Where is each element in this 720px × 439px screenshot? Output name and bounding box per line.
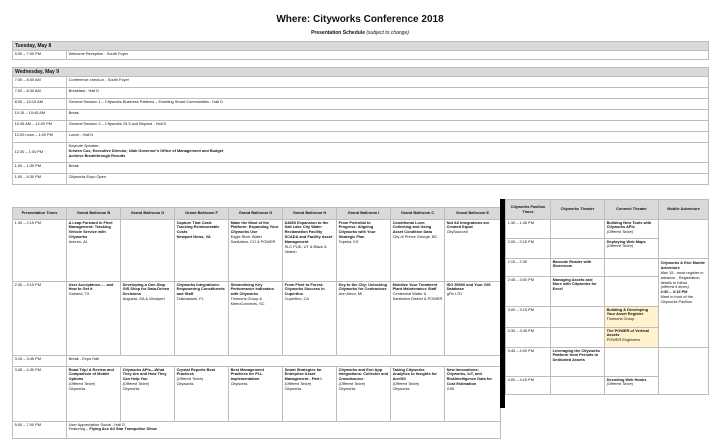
session-title: The POWER of Vertical Assets [606,327,649,338]
session-note: (Offered Twice) [338,381,366,387]
col-header: Grand Ballroom H [283,208,337,220]
session-cell [67,367,121,422]
event-cell: General Session 2 – Cityworks 15.3 and Beyond - Hall D [67,121,709,132]
tuesday-label: Tuesday, May 8 [13,42,709,51]
connect-cell [605,348,659,377]
time-cell: 4:00 – 4:15 PM [506,377,551,395]
theater-cell [551,239,605,259]
session-row [13,367,501,422]
time-cell: 12:30 – 1:00 PM [13,143,67,163]
session-cell [283,282,337,356]
session-title: Developing a One-Stop GIS Shop for Data-Driven Decisions [122,281,170,297]
session-title: Conditional Love: Collecting and Using Asset Condition Data [392,219,432,235]
session-title: Managing Assets and More with Cityworks for Excel [552,276,597,292]
session-note: (Offered Twice) [122,381,150,387]
session-note: (Offered Twice) [392,381,420,387]
session-cell [121,282,175,356]
keynote-label: Keynote Speaker: [68,142,100,148]
session-note: (Offered Twice) [284,381,312,387]
session-note: (Offered Twice) [606,381,634,387]
session-cell [445,367,501,422]
session-presenter: Cityworks [230,381,248,387]
session-presenter: Timmons Group [606,316,635,322]
session-title: Cityworks and Esri App Integrations: Collector and Crowdsource [338,366,389,382]
table-row [13,88,709,99]
session-presenter: Centennial Water & Sanitation District & POWER [392,291,443,302]
keynote-cell [67,143,709,163]
connect-cell [605,377,659,395]
session-title: Capture That Cash: Tracking Reimbursable Costs [176,219,220,235]
time-cell: 10:15 – 10:45 AM [13,110,67,121]
session-cell [67,282,121,356]
session-presenter: Garland, TX [68,291,90,297]
theater-cell [551,348,605,377]
session-note: (Offered Twice) [606,229,634,235]
col-header: Presentation Times [13,208,67,220]
time-cell: 1:00 – 8:30 PM [13,174,67,185]
session-cell [175,367,229,422]
session-title: Smart Strategies for Enterprise Asset Management - Part I [284,366,322,382]
mobile-note: (offered 6 times) [660,284,689,290]
col-header: Grand Ballroom G [229,208,283,220]
theater-cell [551,377,605,395]
reception-feature: Flying Ace All Star Trampoline Show [89,426,157,432]
event-cell: Breakfast - Hall D [67,88,709,99]
time-cell: 1:30 – 2:15 PM [13,220,67,282]
connect-cell [605,277,659,307]
session-title: From Potential to Progress: Aligning Cityworks with Your Strategic Plan [338,219,376,240]
session-presenter: Cityworks [176,381,194,387]
mobile-title: Cityworks & Esri Mobile Adventure [660,260,705,270]
theater-cell [551,307,605,328]
session-cell [121,220,175,282]
session-presenter: Cupertino, CA [284,296,310,302]
reception-row [13,422,501,439]
connect-cell [605,307,659,328]
session-note: (Offered Twice) [176,376,204,382]
session-cell [283,220,337,282]
col-header: Grand Ballroom B [67,208,121,220]
wednesday-label: Wednesday, May 9 [13,68,709,77]
tuesday-table [12,41,709,60]
col-header: Grand Ballroom E [445,208,501,220]
time-cell: 5:00 – 7:00 PM [13,422,67,439]
table-row [13,121,709,132]
col-header: Cityworks Theater [551,200,605,220]
session-title: Deploying Web Maps [606,238,646,244]
theater-cell [551,277,605,307]
session-title: Barcode Reader with Storeroom [552,258,592,269]
session-presenter: CitySourced [446,229,468,235]
col-header: Cityworks Pavilion Times [506,200,551,220]
session-title: ISO 55000 and Your GIS Database [446,281,491,292]
page-title: Where: Cityworks Conference 2018 [276,14,444,25]
theater-cell [551,220,605,239]
session-presenter: Newport News, VA [176,234,211,240]
table-row [13,132,709,143]
table-row [13,110,709,121]
theater-cell [551,259,605,277]
session-presenter: Timmons Group & MetroConnects, SC [230,296,265,307]
connect-cell [605,239,659,259]
session-cell [283,367,337,422]
session-presenter: Cityworks [284,386,302,392]
session-note: (Offered Twice) [606,243,634,249]
event-cell: Welcome Reception - South Foyer [67,51,709,60]
event-cell: Lunch - Hall D [67,132,709,143]
table-row [13,99,709,110]
time-cell: 2:15 – 2:30 [506,259,551,277]
time-cell: 1:00 – 1:30 PM [13,163,67,174]
session-cell [175,282,229,356]
time-cell: 12:00 noon – 1:00 PM [13,132,67,143]
session-presenter: Cityworks [338,386,356,392]
table-row [13,174,709,185]
page-subtitle [0,30,720,36]
time-cell: 5:30 – 7:00 PM [13,51,67,60]
session-cell [337,367,391,422]
session-presenter: Ann Arbor, MI [338,291,363,297]
subtitle-note: (subject to change) [366,30,409,36]
session-row [13,220,501,282]
session-title: Taking Cityworks Analytics to Insights for ArcGIS [392,366,437,382]
session-title: Decoding Web Hooks [606,376,647,382]
session-presenter: gFix LTD [446,291,463,297]
break-row [13,356,501,367]
session-cell [175,220,229,282]
session-presenter: SLC PUD, UT & Black & Veatch [284,243,327,254]
session-cell [391,367,445,422]
session-title: Crystal Reports Best Practices [176,366,216,377]
session-cell [337,220,391,282]
session-cell [391,220,445,282]
session-presenter: Topeka, KS [338,239,359,245]
session-title: Best Management Practices for PLL Implementation [230,366,264,382]
session-title: Leveraging the Cityworks Platform from Permits to Dedicated Assets [552,347,600,363]
wednesday-table [12,67,709,185]
session-presenter: Cityworks [68,386,86,392]
time-cell: 3:45 – 4:30 PM [13,367,67,422]
session-cell [229,220,283,282]
table-row [13,51,709,60]
session-presenter: Cityworks [392,386,410,392]
col-header: Grand Ballroom I [337,208,391,220]
session-presenter: GISI [446,386,455,392]
session-cell [445,220,501,282]
session-cell [121,367,175,422]
event-cell: Break - Expo Hall [67,356,501,367]
keynote-topic: Achieve Breakthrough Results [68,152,126,158]
session-cell [445,282,501,356]
session-title: Cityworks Integrations: Empowering Constituents and Staff [176,281,225,297]
session-title: From Fleet to Forest: Cityworks Success in Cupertino [284,281,325,297]
pavilion-row [506,348,709,377]
time-cell: 2:45 – 3:00 PM [506,277,551,307]
col-header: Grand Ballroom F [175,208,229,220]
session-cell [337,282,391,356]
time-cell: 1:30 – 1:45 PM [506,220,551,239]
mobile-meet: Meet in front of the Cityworks Pavilion [660,294,694,304]
connect-cell [605,259,659,277]
session-title: A Leap Forward in Fleet Management: Tracking Vehicle Service with Cityworks [68,219,113,240]
session-cell [67,220,121,282]
pavilion-row [506,220,709,239]
time-cell: 7:00 – 8:30 AM [13,88,67,99]
session-title: Road Trip! A Review and Comparison of Mobile Options [68,366,114,382]
reception-title: User Appreciation Social - Hall D [68,421,126,427]
event-cell: Break [67,163,709,174]
session-presenter: Eagle River Water Sanitation, CO & POWER [230,234,276,245]
session-title: Cityworks APIs—What They Are and How They Can Help You [122,366,167,382]
session-title: DAMS Expansion to the Salt Lake City Water Reclamation Facility SCADA and Facility Asset Management [284,219,333,245]
table-row [13,163,709,174]
connect-cell [605,328,659,348]
mobile-time: 2:30 – 3:15 PM [660,289,688,295]
session-cell [229,282,283,356]
session-presenter: Tallahassee, FL [176,296,204,302]
event-cell: Cityworks Expo Open [67,174,709,185]
session-title: Building & Developing Your Asset Register [606,306,649,317]
time-cell: 7:00 – 8:30 AM [13,77,67,88]
time-cell: 2:00 – 2:15 PM [506,239,551,259]
session-grid [12,207,501,439]
session-presenter: POWER Engineers [606,337,640,343]
mobile-details: Max 15 - must register in advance - Registration details to follow [660,269,704,285]
time-cell: 3:45 – 4:00 PM [506,348,551,377]
pavilion-grid [505,199,709,395]
table-row [13,77,709,88]
session-presenter: Augusta, GA & Woolpert [122,296,165,302]
session-title: Not All Integrations are Created Equal [446,219,490,230]
reception-cell [67,422,501,439]
col-header: Grand Ballroom D [121,208,175,220]
session-presenter: Cityworks [122,386,140,392]
session-cell [229,367,283,422]
time-cell: 3:15 – 3:45 PM [13,356,67,367]
event-cell: Conference check-in - South Foyer [67,77,709,88]
mobile-cell-empty [659,348,709,395]
session-title: Make the Most of the Platform: Expanding Your Cityworks Use [230,219,279,235]
reception-prefix: Featuring – [68,426,90,432]
session-title: User Acceptance..... and How to Get It [68,281,114,292]
session-title: Mobilize Your Treatment Plant Maintenance Staff [392,281,438,292]
session-cell [391,282,445,356]
session-row [13,282,501,356]
session-presenter: Auburn, AL [68,239,88,245]
session-note: (Offered Twice) [68,381,96,387]
session-title: Building New Tools with Cityworks APIs [606,219,652,230]
time-cell: 10:45 AM – 12:00 PM [13,121,67,132]
mobile-cell [659,259,709,348]
session-title: New Innovations: Cityworks, IoT, and RiskIntelligence Data for Cost Estimation [446,366,492,387]
col-header: Grand Ballroom C [391,208,445,220]
event-cell: Break [67,110,709,121]
time-cell: 3:30 – 3:45 PM [506,328,551,348]
time-cell: 8:30 – 10:15 AM [13,99,67,110]
theater-cell [551,328,605,348]
keynote-speaker: Kristen Cox, Executive Director, Utah Governor's Office of Management and Budget [68,147,224,153]
col-header: Mobile Adventure [659,200,709,220]
session-title: Streamlining Key Performance Indicators with Cityworks [230,281,275,297]
session-presenter: City of Prince George, BC [392,234,438,240]
col-header: Connect Theater [605,200,659,220]
session-title: Key to the City: Unlocking Cityworks for Contractors [338,281,388,292]
time-cell: 2:30 – 3:15 PM [13,282,67,356]
time-cell: 3:00 – 3:15 PM [506,307,551,328]
connect-cell [605,220,659,239]
subtitle-main: Presentation Schedule [311,30,365,36]
event-cell: General Session 1 – Cityworks Business Patterns – Enabling Smart Communities - Hall D [67,99,709,110]
keynote-row [13,143,709,163]
pavilion-row [506,259,709,277]
mobile-cell-empty [659,220,709,259]
